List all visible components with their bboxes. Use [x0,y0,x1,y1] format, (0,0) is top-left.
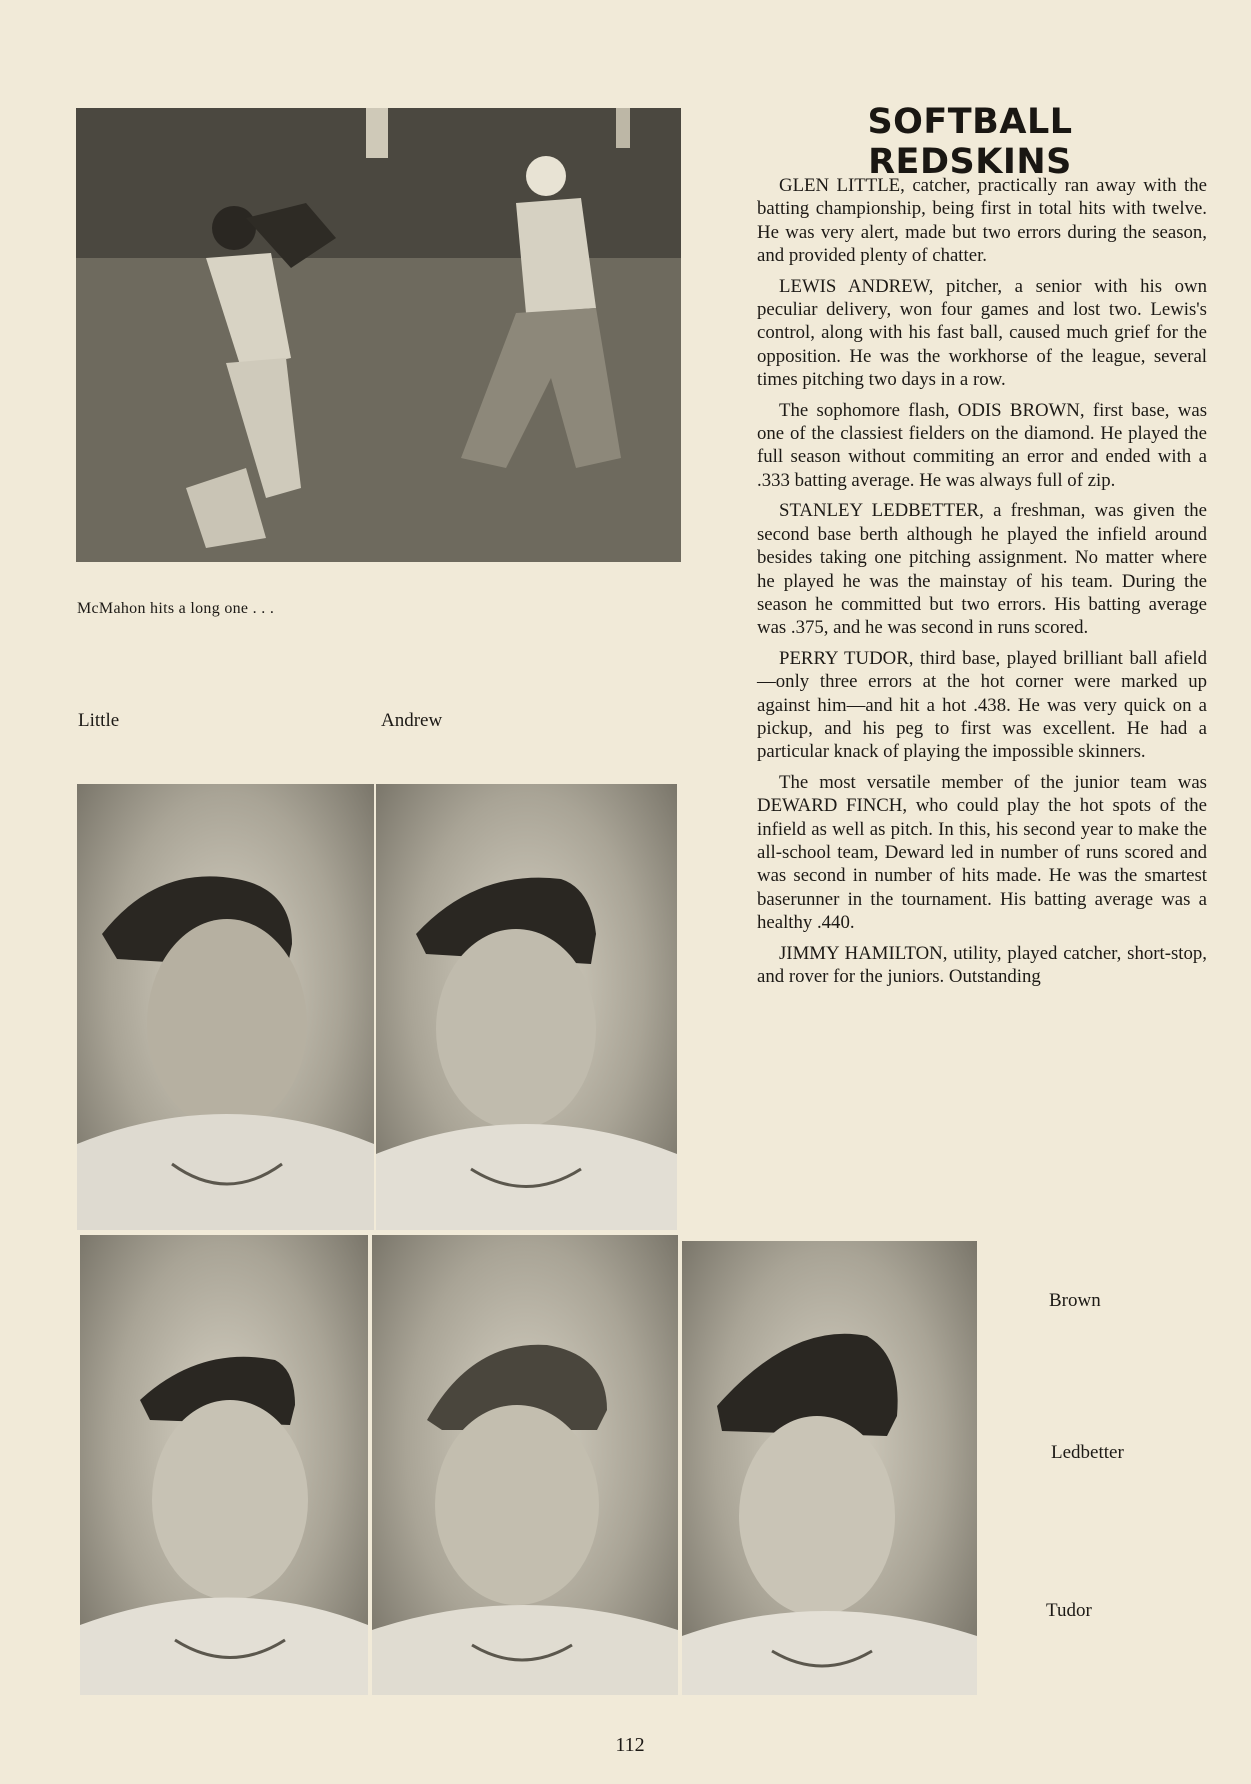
portrait-tudor [372,1235,678,1695]
article-paragraph: JIMMY HAMILTON, utility, played catcher, short-stop, and rover for the juniors. Outstanding [757,942,1207,987]
article-paragraph: The most versatile member of the junior team was DEWARD FINCH, who could play the hot spots of the infield as well as pitch. In this, his second year to make the all-school team, Deward led in number of runs scored and was second in number of hits made. He was the smartest baserunner in the tournament. His batting average was a healthy .440. [757,771,1207,934]
action-photo-illustration [76,108,681,562]
portrait-tudor-illustration [372,1235,678,1695]
portrait-little-illustration [77,784,374,1230]
article-paragraph: GLEN LITTLE, catcher, practically ran away with the batting championship, being first in total hits with twelve. He was very alert, made but two errors during the season, and provided plenty of chatter. [757,175,1207,267]
action-photo-caption: McMahon hits a long one . . . [77,600,275,617]
portrait-brown-illustration [682,1241,977,1695]
article-paragraph: PERRY TUDOR, third base, played brilliant ball afield—only three errors at the hot corner were marked up against him—and hit a hot .438. He was very quick on a pickup, and his peg to first was excellent. He had a particular knack of playing the impossible skinners. [757,647,1207,763]
article-body [757,174,1207,995]
page-title: SOFTBALL REDSKINS [867,102,1073,182]
portrait-andrew-illustration [376,784,677,1230]
page-number: 112 [615,1734,645,1756]
portrait-brown [682,1241,977,1695]
article-paragraph: LEWIS ANDREW, pitcher, a senior with his own peculiar delivery, won four games and lost two. Lewis's control, along with his fast ball, caused much grief for the opposition. He was the workhorse of the league, several times pitching two days in a row. [757,275,1207,391]
action-photo [76,108,681,562]
portrait-label-ledbetter: Ledbetter [1051,1442,1124,1463]
article-paragraph: The sophomore flash, ODIS BROWN, first base, was one of the classiest fielders on the diamond. He played the full season without commiting an error and ended with a .333 batting average. He was always full of zip. [757,399,1207,491]
portrait-ledbetter-illustration [80,1235,368,1695]
article-paragraph: STANLEY LEDBETTER, a freshman, was given the second base berth although he played the infield around besides taking one pitching assignment. No matter where he played he was the mainstay of his team. During the season he committed but two errors. His batting average was .375, and he was second in runs scored. [757,500,1207,639]
portrait-label-andrew: Andrew [381,710,443,731]
portrait-label-little: Little [78,710,120,731]
portrait-andrew [376,784,677,1230]
portrait-label-brown: Brown [1049,1290,1101,1311]
portrait-little [77,784,374,1230]
portrait-ledbetter [80,1235,368,1695]
portrait-label-tudor: Tudor [1046,1600,1092,1621]
